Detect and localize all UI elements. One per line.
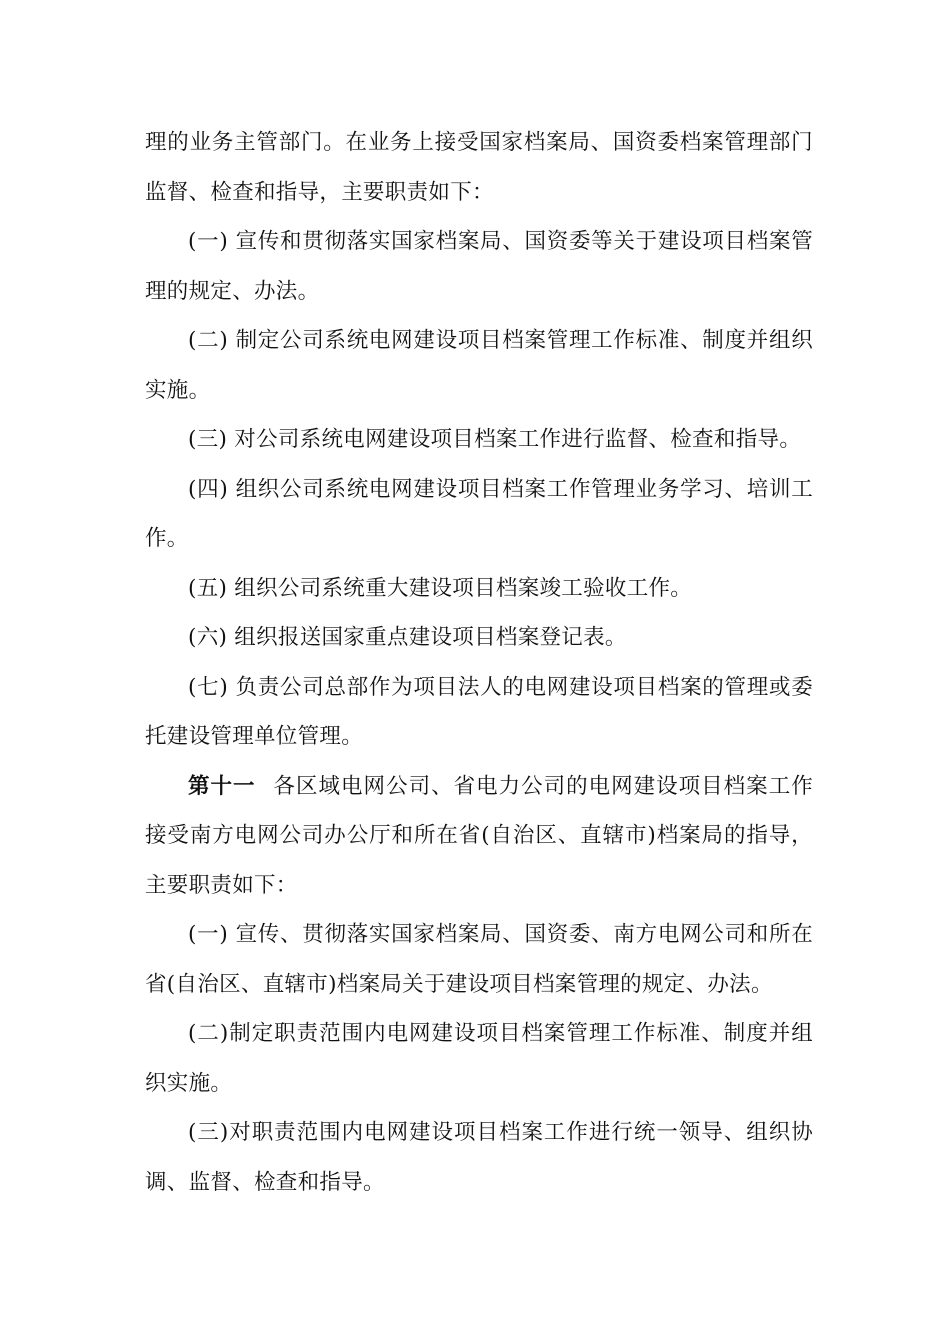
article-11-item-2: (二)制定职责范围内电网建设项目档案管理工作标准、制度并组织实施。 xyxy=(145,1021,813,1096)
list-item-4: (四) 组织公司系统电网建设项目档案工作管理业务学习、培训工作。 xyxy=(145,476,813,551)
article-text: 各区域电网公司、省电力公司的电网建设项目档案工作接受南方电网公司办公厅和所在省(自治区、直辖市)档案局的指导，主要职责如下： xyxy=(145,773,814,898)
list-item-3: (三) 对公司系统电网建设项目档案工作进行监督、检查和指导。 xyxy=(188,427,802,452)
paragraph-continuation: 理的业务主管部门。在业务上接受国家档案局、国资委档案管理部门监督、检查和指导，主要职责如下： xyxy=(145,130,813,205)
list-item-1: (一) 宣传和贯彻落实国家档案局、国资委等关于建设项目档案管理的规定、办法。 xyxy=(145,229,813,304)
list-item-5: (五) 组织公司系统重大建设项目档案竣工验收工作。 xyxy=(188,575,693,601)
document-body xyxy=(145,118,813,1207)
article-11 xyxy=(145,762,813,911)
article-11-item-1: (一) 宣传、贯彻落实国家档案局、国资委、南方电网公司和所在省(自治区、直辖市)档案局关于建设项目档案管理的规定、办法。 xyxy=(145,922,813,997)
article-heading: 第十一 xyxy=(188,773,256,799)
list-item-7: (七) 负责公司总部作为项目法人的电网建设项目档案的管理或委托建设管理单位管理。 xyxy=(145,674,813,749)
list-item-2: (二) 制定公司系统电网建设项目档案管理工作标准、制度并组织实施。 xyxy=(145,328,813,403)
list-item-6: (六) 组织报送国家重点建设项目档案登记表。 xyxy=(188,625,627,650)
article-11-item-3: (三)对职责范围内电网建设项目档案工作进行统一领导、组织协调、监督、检查和指导。 xyxy=(145,1120,813,1195)
